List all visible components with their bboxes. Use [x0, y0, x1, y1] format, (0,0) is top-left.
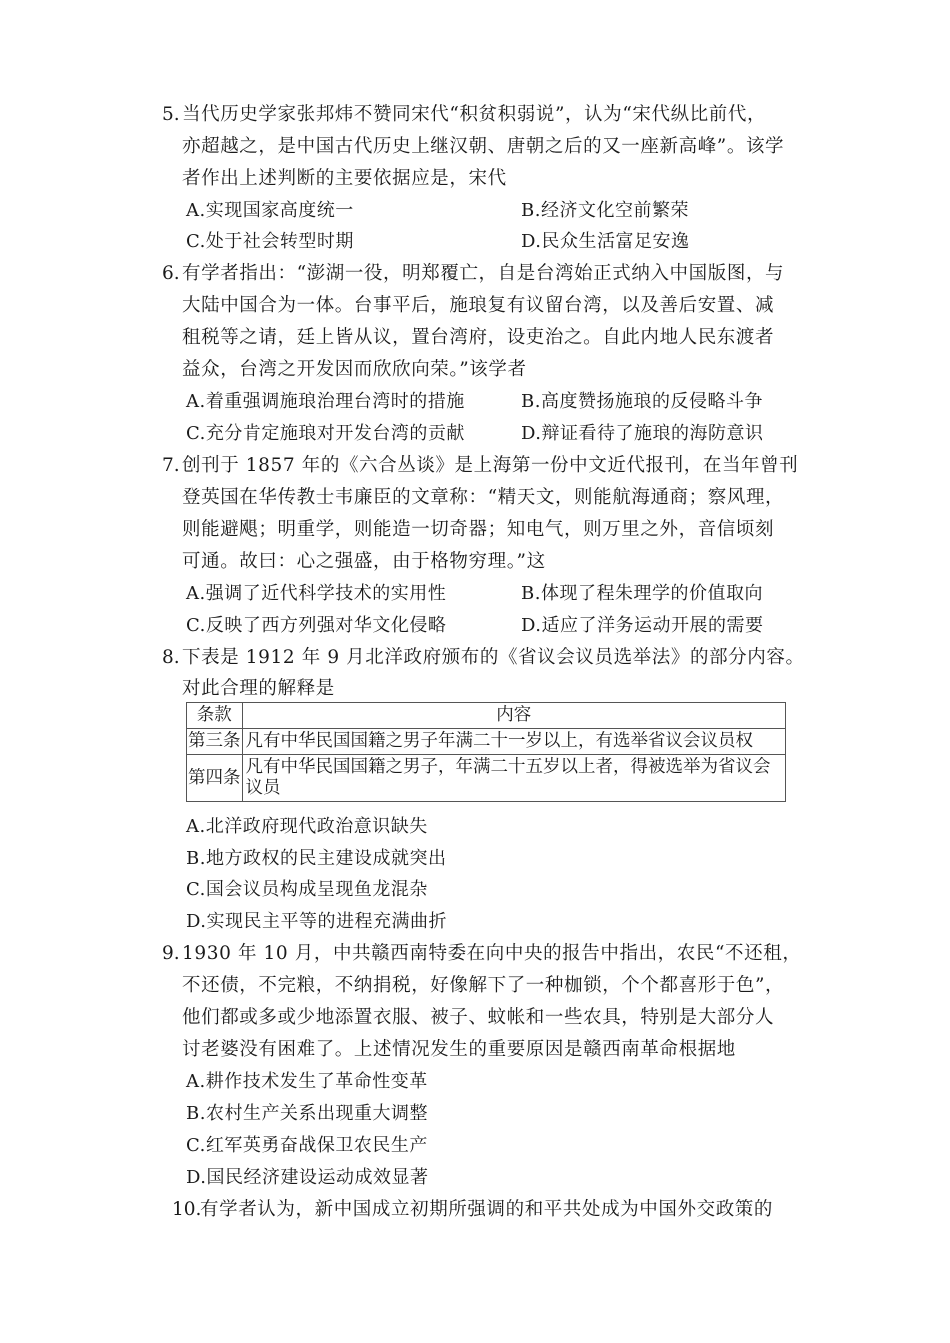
option-d[interactable]: D.辩证看待了施琅的海防意识 [521, 423, 764, 444]
option-d[interactable]: D.国民经济建设运动成效显著 [186, 1167, 429, 1188]
question-stem-line: 益众，台湾之开发因而欣欣向荣。”该学者 [182, 359, 527, 380]
question-stem-line: 讨老婆没有困难了。上述情况发生的重要原因是赣西南革命根据地 [182, 1039, 736, 1060]
table-header-row [187, 703, 786, 729]
question-stem-line: 大陆中国合为一体。台事平后，施琅复有议留台湾，以及善后安置、减 [182, 295, 775, 316]
question-stem-line: 有学者认为，新中国成立初期所强调的和平共处成为中国外交政策的 [200, 1199, 774, 1220]
option-b[interactable]: B.农村生产关系出现重大调整 [186, 1103, 428, 1124]
question-stem-line: 不还债，不完粮，不纳捐税，好像解下了一种枷锁，个个都喜形于色”， [182, 975, 785, 996]
option-c[interactable]: C.充分肯定施琅对开发台湾的贡献 [186, 423, 465, 444]
question-stem-line: 则能避飓；明重学，则能造一切奇器；知电气，则万里之外，音信顷刻 [182, 519, 775, 540]
question-stem-line: 当代历史学家张邦炜不赞同宋代“积贫积弱说”，认为“宋代纵比前代， [182, 104, 767, 125]
question-stem-line: 租税等之请，廷上皆从议，置台湾府，设吏治之。自此内地人民东渡者 [182, 327, 775, 348]
option-c[interactable]: C.反映了西方列强对华文化侵略 [186, 615, 447, 636]
table-header-clause: 条款 [187, 703, 243, 729]
option-d[interactable]: D.民众生活富足安逸 [521, 231, 690, 252]
option-d[interactable]: D.实现民主平等的进程充满曲折 [186, 911, 448, 932]
question-number: 8. [162, 647, 180, 668]
question-stem-line: 他们都或多或少地添置衣服、被子、蚊帐和一些农具，特别是大部分人 [182, 1007, 775, 1028]
table-header-content: 内容 [242, 703, 786, 729]
option-c[interactable]: C.红军英勇奋战保卫农民生产 [186, 1135, 428, 1156]
table-row [187, 755, 786, 802]
option-a[interactable]: A.北洋政府现代政治意识缺失 [186, 816, 428, 837]
option-d[interactable]: D.适应了洋务运动开展的需要 [521, 615, 764, 636]
option-c[interactable]: C.国会议员构成呈现鱼龙混杂 [186, 879, 428, 900]
question-number: 10. [172, 1199, 202, 1220]
question-stem-line: 创刊于 1857 年的《六合丛谈》是上海第一份中文近代报刊，在当年曾刊 [182, 455, 799, 476]
option-b[interactable]: B.经济文化空前繁荣 [521, 200, 689, 221]
question-stem-line: 者作出上述判断的主要依据应是，宋代 [182, 168, 507, 189]
question-stem-line: 1930 年 10 月，中共赣西南特委在向中央的报告中指出，农民“不还租， [182, 943, 802, 964]
option-c[interactable]: C.处于社会转型时期 [186, 231, 354, 252]
question-stem-line: 可通。故曰：心之强盛，由于格物穷理。”这 [182, 551, 546, 572]
table-row [187, 729, 786, 755]
question-number: 5. [162, 104, 180, 125]
option-a[interactable]: A.实现国家高度统一 [186, 200, 354, 221]
question-number: 7. [162, 455, 180, 476]
table-cell-clause: 第三条 [187, 729, 243, 755]
election-law-table [186, 702, 786, 802]
question-number: 9. [162, 943, 180, 964]
option-a[interactable]: A.着重强调施琅治理台湾时的措施 [186, 391, 465, 412]
option-b[interactable]: B.地方政权的民主建设成就突出 [186, 848, 447, 869]
question-stem-line: 亦超越之，是中国古代历史上继汉朝、唐朝之后的又一座新高峰”。该学 [182, 136, 785, 157]
question-number: 6. [162, 263, 180, 284]
option-b[interactable]: B.高度赞扬施琅的反侵略斗争 [521, 391, 763, 412]
question-stem-line: 有学者指出：“澎湖一役，明郑覆亡，自是台湾始正式纳入中国版图，与 [182, 263, 785, 284]
question-stem-line: 对此合理的解释是 [182, 678, 335, 699]
option-b[interactable]: B.体现了程朱理学的价值取向 [521, 583, 763, 604]
question-stem-line: 下表是 1912 年 9 月北洋政府颁布的《省议会议员选举法》的部分内容。 [182, 647, 805, 668]
table-cell-content: 凡有中华民国国籍之男子年满二十一岁以上，有选举省议会议员权 [242, 729, 786, 755]
option-a[interactable]: A.强调了近代科学技术的实用性 [186, 583, 447, 604]
question-stem-line: 登英国在华传教士韦廉臣的文章称：“精天文，则能航海通商；察风理， [182, 487, 785, 508]
option-a[interactable]: A.耕作技术发生了革命性变革 [186, 1071, 428, 1092]
table-cell-clause: 第四条 [187, 755, 243, 802]
table-cell-content: 凡有中华民国国籍之男子，年满二十五岁以上者，得被选举为省议会议员 [242, 755, 786, 802]
